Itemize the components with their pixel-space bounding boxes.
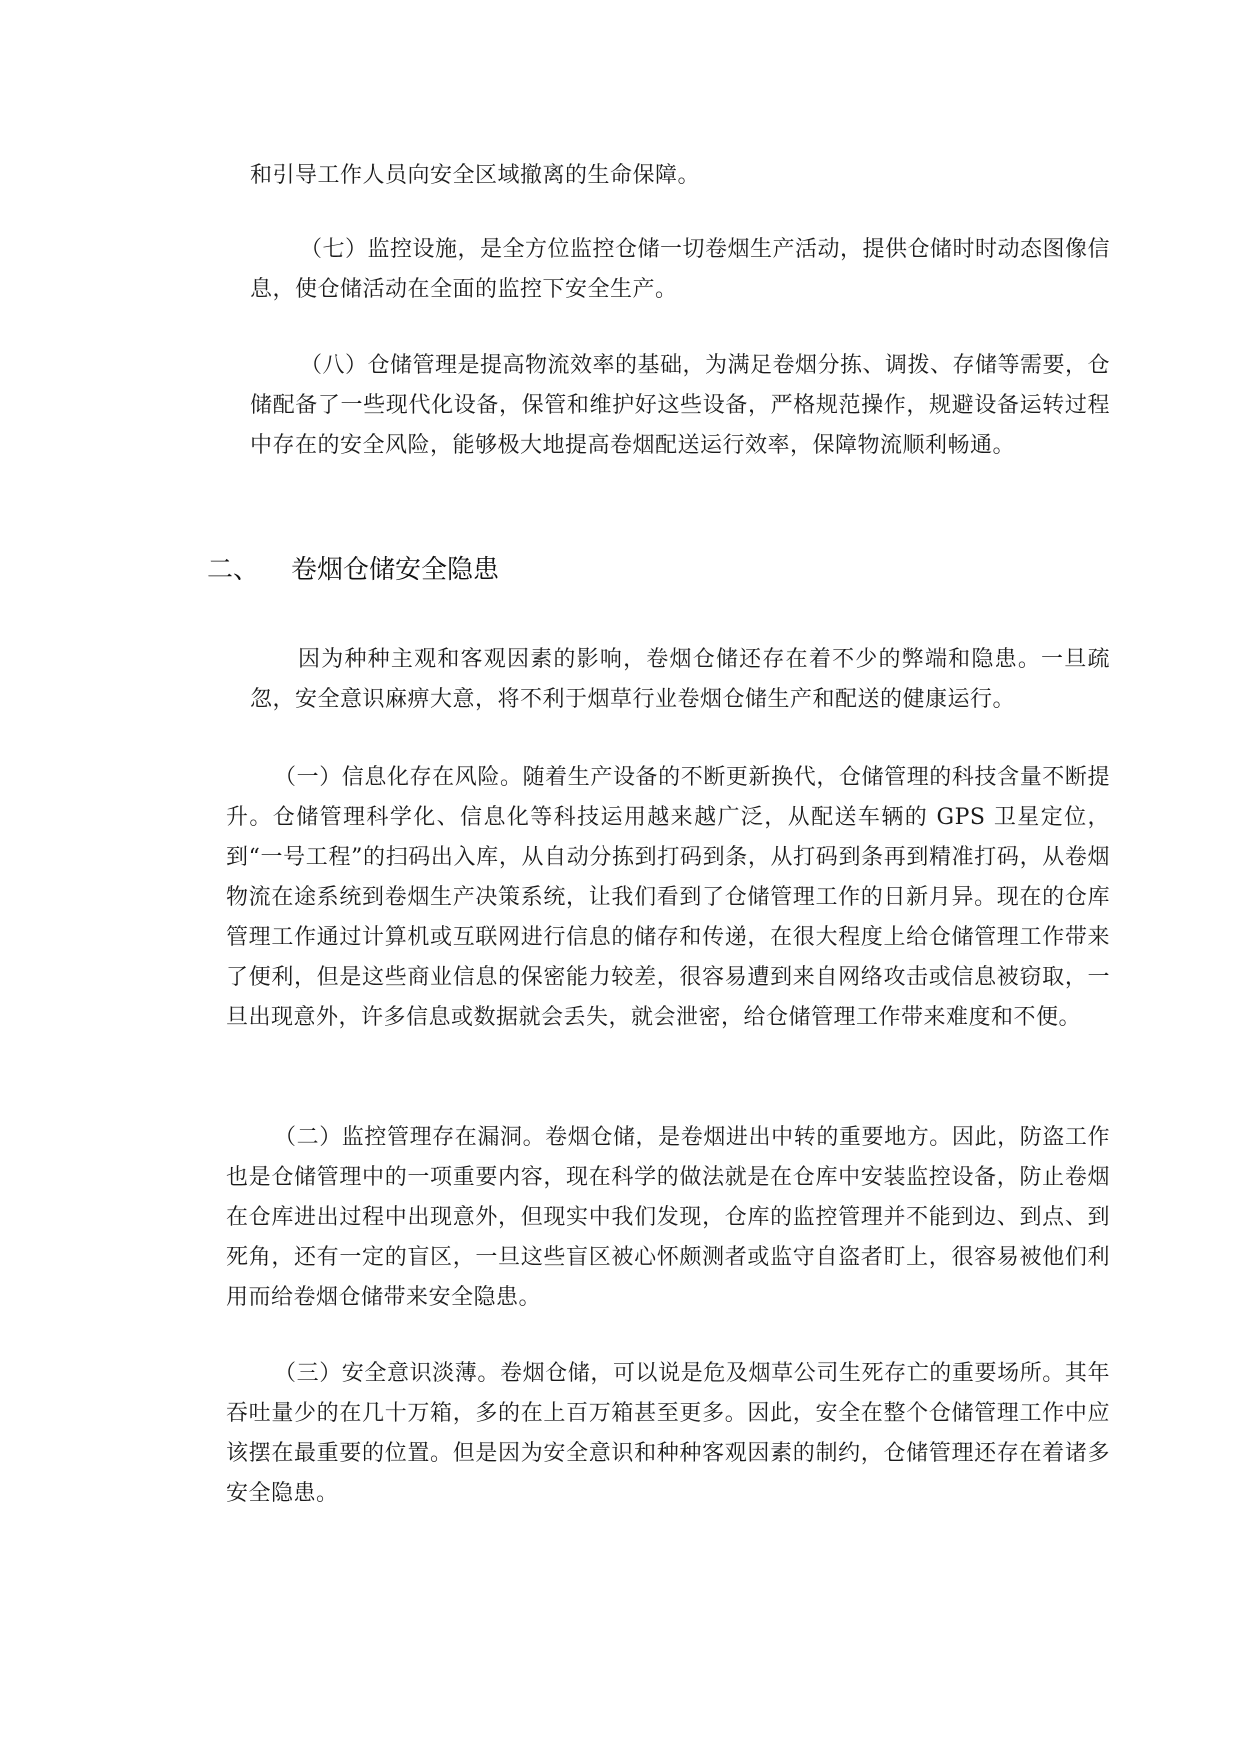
section-number: 二、 [207, 555, 260, 585]
paragraph-text: （三）安全意识淡薄。卷烟仓储，可以说是危及烟草公司生死存亡的重要场所。其年吞吐量少的在几十万箱，多的在上百万箱甚至更多。因此，安全在整个仓储管理工作中应该摆在最重要的位置。但是因为安全意识和种种客观因素的制约，仓储管理还存在着诸多安全隐患。 [226, 1361, 1110, 1506]
paragraph-item-1 [226, 758, 1110, 1038]
paragraph-text: （七）监控设施，是全方位监控仓储一切卷烟生产活动，提供仓储时时动态图像信息，使仓储活动在全面的监控下安全生产。 [250, 237, 1111, 302]
paragraph-text: （一）信息化存在风险。随着生产设备的不断更新换代，仓储管理的科技含量不断提升。仓储管理科学化、信息化等科技运用越来越广泛，从配送车辆的 GPS 卫星定位，到“一号工程”的扫码出入库，从自动分拣到打码到条，从打码到条再到精准打码，从卷烟物流在途系统到卷烟生产决策系统，让我们看到了仓储管理工作的日新月异。现在的仓库管理工作通过计算机或互联网进行信息的储存和传递，在很大程度上给仓储管理工作带来了便利，但是这些商业信息的保密能力较差，很容易遭到来自网络攻击或信息被窃取，一旦出现意外，许多信息或数据就会丢失，就会泄密，给仓储管理工作带来难度和不便。 [226, 765, 1110, 1030]
section-heading [207, 550, 499, 590]
paragraph-text: （八）仓储管理是提高物流效率的基础，为满足卷烟分拣、调拨、存储等需要，仓储配备了一些现代化设备，保管和维护好这些设备，严格规范操作，规避设备运转过程中存在的安全风险，能够极大地提高卷烟配送运行效率，保障物流顺利畅通。 [250, 353, 1111, 458]
paragraph-item-3 [226, 1354, 1110, 1514]
section-intro-paragraph [250, 640, 1110, 720]
paragraph-text: 因为种种主观和客观因素的影响，卷烟仓储还存在着不少的弊端和隐患。一旦疏忽，安全意识麻痹大意，将不利于烟草行业卷烟仓储生产和配送的健康运行。 [250, 647, 1110, 712]
paragraph-text: （二）监控管理存在漏洞。卷烟仓储，是卷烟进出中转的重要地方。因此，防盗工作也是仓储管理中的一项重要内容，现在科学的做法就是在仓库中安装监控设备，防止卷烟在仓库进出过程中出现意外，但现实中我们发现，仓库的监控管理并不能到边、到点、到死角，还有一定的盲区，一旦这些盲区被心怀颇测者或监守自盗者盯上，很容易被他们利用而给卷烟仓储带来安全隐患。 [226, 1125, 1110, 1310]
section-title: 卷烟仓储安全隐患 [291, 555, 500, 585]
paragraph-item-2 [226, 1118, 1110, 1318]
paragraph-continuation [250, 156, 1110, 196]
paragraph-item-8 [250, 346, 1110, 466]
paragraph-item-7 [250, 230, 1110, 310]
paragraph-text: 和引导工作人员向安全区域撤离的生命保障。 [250, 163, 701, 188]
